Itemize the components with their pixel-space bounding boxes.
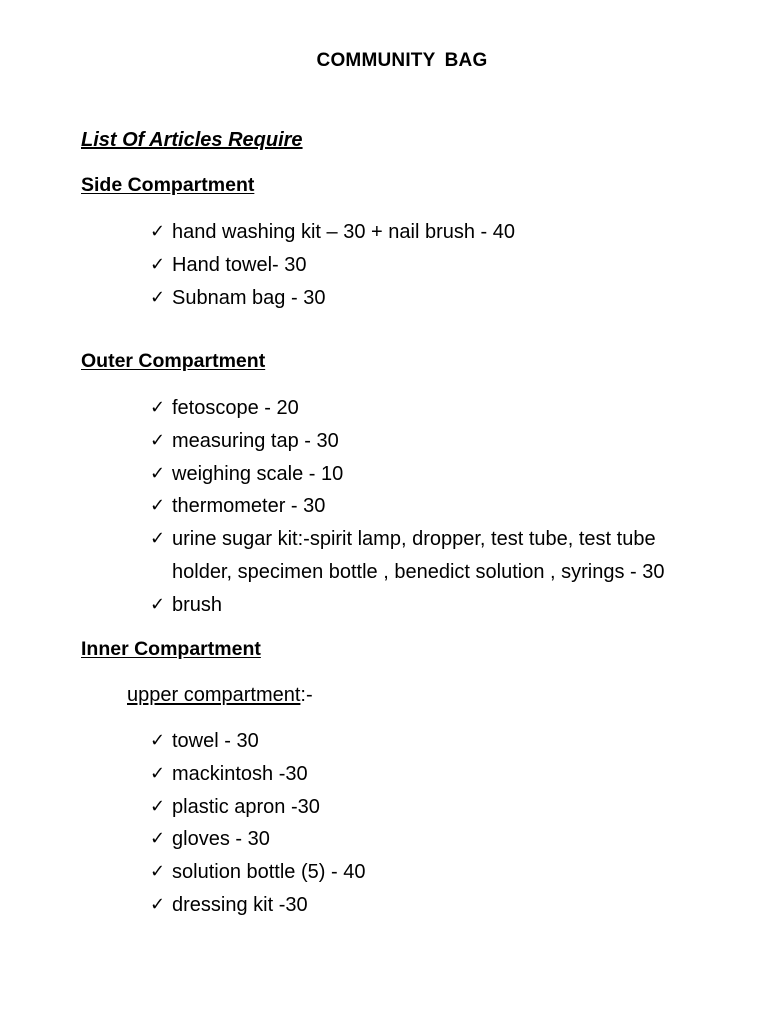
checkmark-icon: ✓ [150,462,166,484]
list-item: ✓ plastic apron -30 [150,791,720,824]
checkmark-icon: ✓ [150,795,166,817]
list-item: ✓ solution bottle (5) - 40 [150,856,720,889]
checkmark-icon: ✓ [150,893,166,915]
list-item: ✓ mackintosh -30 [150,758,720,791]
list-item: ✓ thermometer - 30 [150,490,720,523]
list-item: ✓ urine sugar kit:-spirit lamp, dropper, test tube, test tube holder, specimen bottle , benedict solution , syrings - 30 [150,523,720,589]
list-subtitle: List Of Articles Require [81,129,303,151]
side-compartment-list [150,216,720,314]
checkmark-icon: ✓ [150,593,166,615]
checkmark-icon: ✓ [150,828,166,850]
upper-compartment-label: upper compartment:- [127,684,313,706]
checkmark-icon: ✓ [150,286,166,308]
inner-compartment-heading: Inner Compartment [81,638,261,660]
list-item: ✓ brush [150,589,720,622]
checkmark-icon: ✓ [150,730,166,751]
list-item: ✓ weighing scale - 10 [150,458,720,491]
outer-compartment-list [150,392,720,622]
checkmark-icon: ✓ [150,429,166,451]
checkmark-icon: ✓ [150,397,166,418]
page-title: COMMUNITY BAG [316,50,488,71]
outer-compartment-heading: Outer Compartment [81,350,266,372]
list-item: ✓ gloves - 30 [150,823,720,856]
checkmark-icon: ✓ [150,861,166,883]
list-item: ✓ dressing kit -30 [150,889,720,922]
side-compartment-heading: Side Compartment [81,174,255,196]
list-item: ✓ measuring tap - 30 [150,425,720,458]
checkmark-icon: ✓ [150,495,166,517]
list-item: ✓ fetoscope - 20 [150,392,720,425]
checkmark-icon: ✓ [150,253,166,275]
list-item: ✓ towel - 30 [150,725,720,758]
list-item: ✓ hand washing kit – 30 + nail brush - 40 [150,216,720,249]
inner-compartment-list [150,725,720,922]
checkmark-icon: ✓ [150,221,166,242]
list-item: ✓ Hand towel- 30 [150,249,720,282]
checkmark-icon: ✓ [150,762,166,784]
checkmark-icon: ✓ [150,528,166,550]
list-item: ✓ Subnam bag - 30 [150,282,720,315]
